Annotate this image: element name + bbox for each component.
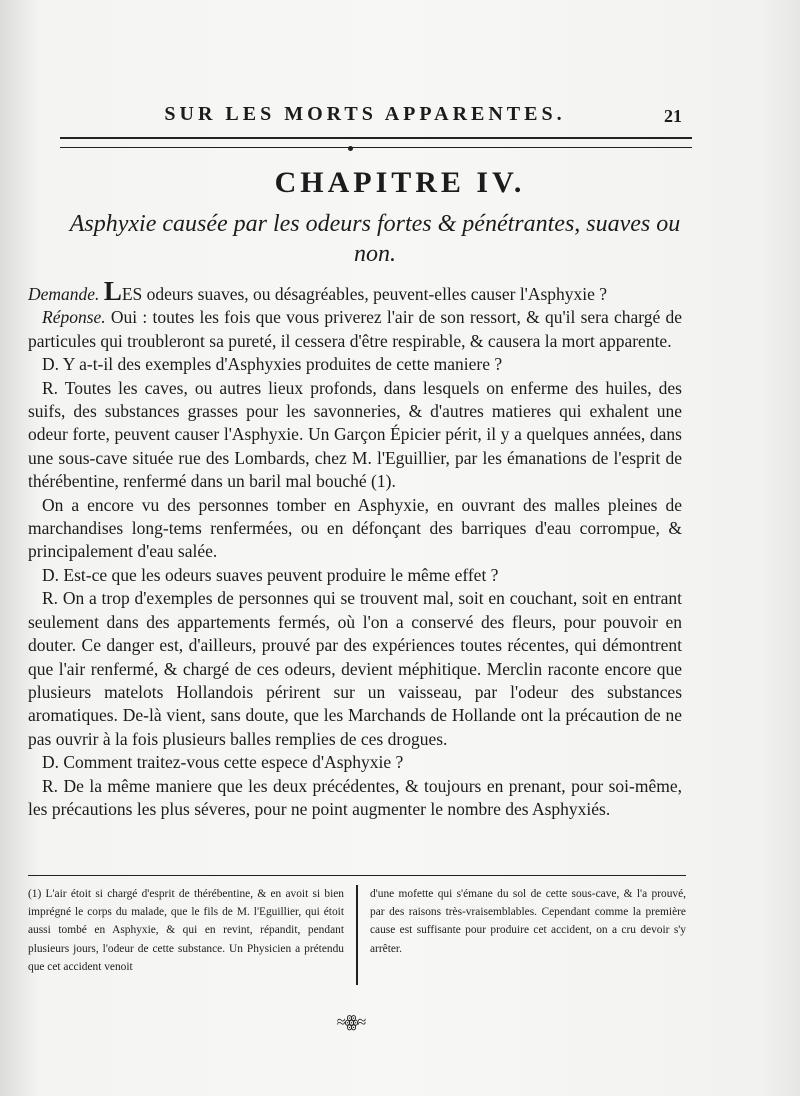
paragraph-question-treatment: D. Comment traitez-vous cette espece d'Asphyxie ? <box>42 752 404 773</box>
paragraph-malles: On a encore vu des personnes tomber en Asphyxie, en ouvrant des malles pleines de marchandises long-tems renfermées, ou en défonçant des barriques d'eau corrompue, & principalement d'eau salée. <box>28 494 682 562</box>
paragraph-demande <box>28 276 682 306</box>
reponse-label: Réponse. <box>42 307 106 328</box>
header-rule <box>60 137 692 148</box>
body-text <box>28 276 683 821</box>
paragraph-answer-treatment: R. De la même maniere que les deux précédentes, & toujours en prenant, pour soi-même, les précautions les plus séveres, pour ne point augmenter le nombre des Asphyxiés. <box>28 775 682 819</box>
drop-cap: L <box>103 276 122 306</box>
chapter-title: CHAPITRE IV. <box>274 166 526 199</box>
paragraph-question-examples: D. Y a-t-il des exemples d'Asphyxies produites de cette maniere ? <box>42 354 503 375</box>
footnote-rule <box>28 875 686 876</box>
paragraph-answer-caves: R. Toutes les caves, ou autres lieux profonds, dans lesquels on enferme des huiles, des suifs, des substances grasses pour les savonneries, & d'autres matieres qui exhalent une odeur forte, peuvent causer l'Asphyxie. Un Garçon Épicier périt, il y a quelques années, dans une sous-cave située rue des Lombards, chez M. l'Eguillier, par les émanations de l'esprit de thérébentine, renfermé dans un baril mal bouché (1). <box>28 377 682 492</box>
chapter-subtitle: Asphyxie causée par les odeurs fortes & pénétrantes, suaves ou non. <box>69 211 681 267</box>
page-number: 21 <box>664 106 682 126</box>
footnote-right-column: d'une mofette qui s'émane du sol de cette sous-cave, & l'a prouvé, par des raisons très-vraisemblables. Cependant comme la première cause est suffisante pour produire cet accident, on a cru devoir s'y arrêter. <box>370 888 686 955</box>
running-header: SUR LES MORTS APPARENTES. <box>164 103 566 125</box>
paragraph-answer-fleurs: R. On a trop d'exemples de personnes qui se trouvent mal, soit en couchant, soit en entrant seulement dans des appartements fermés, où l'on a conservé des fleurs, pour pouvoir en douter. Ce danger est, d'ailleurs, prouvé par des expériences toutes récentes, qui démontrent que l'air renfermé, & chargé de ces odeurs, devient méphitique. Merclin raconte encore que plusieurs matelots Hollandois périrent sur un vaisseau, par l'odeur des substances aromatiques. De-là vient, sans doute, que les Marchands de Hollande ont la précaution de ne pas ouvrir à la fois plusieurs balles remplies de ces drogues. <box>28 588 682 749</box>
reponse-text: Oui : toutes les fois que vous priverez l'air de son ressort, & qu'il sera chargé de particules qui troubleront sa pureté, il cessera d'être respirable, & causera la mort apparente. <box>28 307 683 351</box>
paragraph-reponse <box>28 306 682 353</box>
demande-label: Demande. <box>28 284 100 304</box>
paragraph-question-suaves: D. Est-ce que les odeurs suaves peuvent produire le même effet ? <box>42 564 499 585</box>
demande-text: ES odeurs suaves, ou désagréables, peuvent-elles causer l'Asphyxie ? <box>121 284 608 304</box>
footnote <box>28 885 686 997</box>
tailpiece-ornament: ≈ꙮ≈ <box>336 1014 366 1031</box>
rule-dot <box>348 146 353 151</box>
footnote-left-column: (1) L'air étoit si chargé d'esprit de thérébentine, & en avoit si bien imprégné le corps du malade, que le fils de M. l'Eguillier, qui étoit aussi tombé en Asphyxie, & qui en revint, répandit, pendant plusieurs jours, l'odeur de cette substance. Un Physicien a prétendu que cet accident venoit <box>28 888 344 973</box>
